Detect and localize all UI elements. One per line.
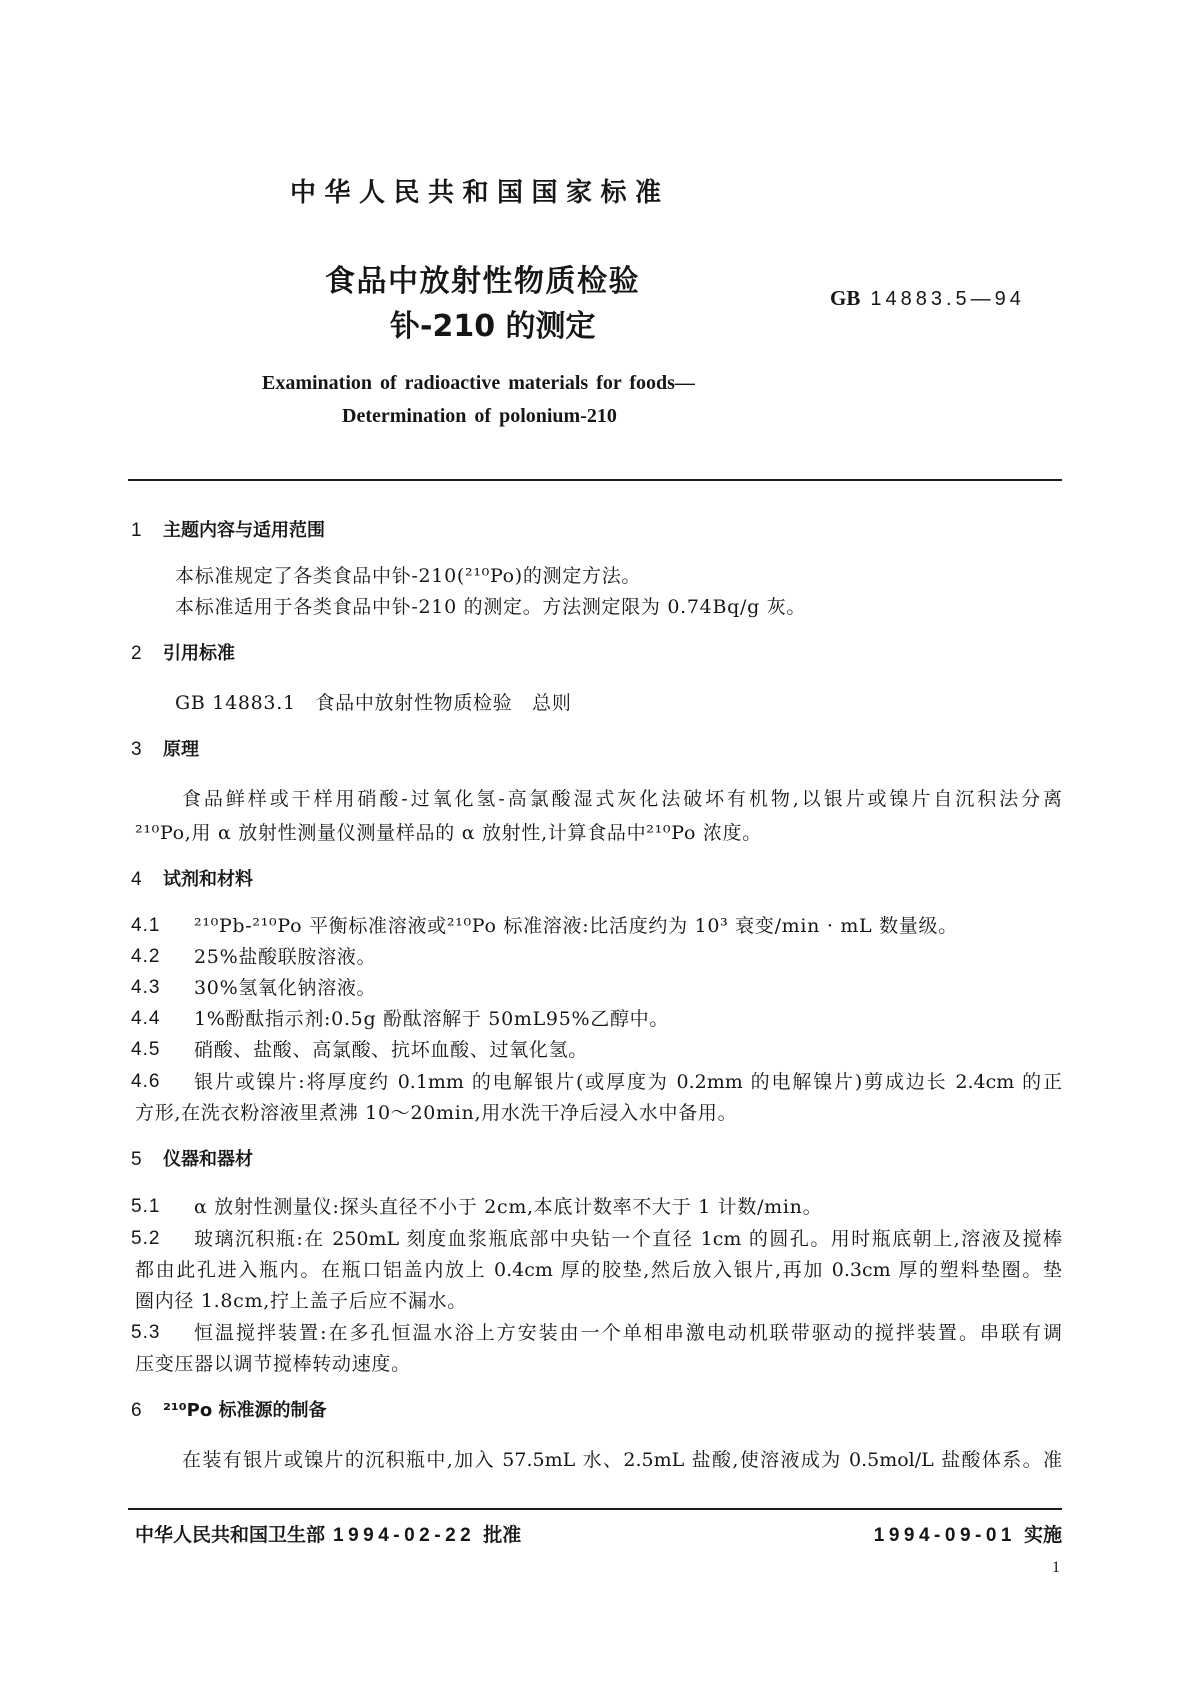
section-title: 仪器和器材	[163, 1149, 253, 1170]
approval-label: 批准	[483, 1524, 522, 1546]
item-text-continued: 方形,在洗衣粉溶液里煮沸 10～20min,用水洗干净后浸入水中备用。	[135, 1102, 738, 1124]
item-number: 4.5	[131, 1039, 161, 1060]
standard-code	[830, 284, 1025, 312]
section-title: 主题内容与适用范围	[163, 520, 325, 541]
national-standard-label: 中华人民共和国国家标准	[290, 178, 670, 208]
footer-approval	[135, 1521, 521, 1549]
item-number: 5.3	[131, 1322, 161, 1343]
item-text-continued: 压变压器以调节搅棒转动速度。	[135, 1353, 411, 1375]
item-number: 4.1	[131, 915, 161, 936]
section-number: 1	[131, 520, 142, 541]
section-heading-5	[131, 1144, 253, 1176]
item-text: 恒温搅拌装置:在多孔恒温水浴上方安装由一个单相串激电动机联带驱动的搅拌装置。串联有调	[194, 1322, 1062, 1344]
item-text: 30%氢氧化钠溶液。	[194, 977, 377, 999]
body-text-line: ²¹⁰Po,用 α 放射性测量仪测量样品的 α 放射性,计算食品中²¹⁰Po 浓度。	[135, 822, 762, 844]
standard-code-number: 14883.5—94	[870, 288, 1025, 310]
section-title: 原理	[163, 739, 199, 760]
section-heading-4	[131, 864, 253, 896]
item-text: 银片或镍片:将厚度约 0.1mm 的电解银片(或厚度为 0.2mm 的电解镍片)剪成边长 2.4cm 的正	[194, 1071, 1062, 1093]
footer-implementation	[874, 1521, 1062, 1549]
approval-date: 1994-02-22	[333, 1525, 476, 1546]
section-heading-1	[131, 515, 325, 547]
section-number: 5	[131, 1149, 142, 1170]
title-cn-line-2: 钋-210 的测定	[390, 309, 596, 344]
section-heading-3	[131, 734, 199, 766]
item-text: 硝酸、盐酸、高氯酸、抗坏血酸、过氧化氢。	[194, 1039, 589, 1061]
implementation-label: 实施	[1023, 1524, 1062, 1546]
section-title: 引用标准	[163, 643, 235, 664]
item-number: 4.2	[131, 946, 161, 967]
section-number: 4	[131, 869, 142, 890]
item-text: 25%盐酸联胺溶液。	[194, 946, 377, 968]
standard-code-prefix: GB	[830, 286, 861, 310]
title-en-line-2: Determination of polonium-210	[342, 405, 617, 427]
item-number: 5.2	[131, 1228, 161, 1249]
title-en-line-1: Examination of radioactive materials for foods—	[262, 372, 695, 394]
section-heading-6	[131, 1395, 326, 1427]
item-text-continued: 圈内径 1.8cm,拧上盖子后应不漏水。	[135, 1290, 467, 1312]
approval-authority: 中华人民共和国卫生部	[135, 1524, 326, 1546]
page-number: 1	[1052, 1559, 1060, 1576]
title-cn-line-1: 食品中放射性物质检验	[325, 264, 640, 299]
section-number: 2	[131, 643, 142, 664]
item-text: 1%酚酞指示剂:0.5g 酚酞溶解于 50mL95%乙醇中。	[194, 1008, 670, 1030]
item-text-continued: 都由此孔进入瓶内。在瓶口铝盖内放上 0.4cm 厚的胶垫,然后放入银片,再加 0.3cm 厚的塑料垫圈。垫	[135, 1259, 1062, 1281]
body-text-line: 在装有银片或镍片的沉积瓶中,加入 57.5mL 水、2.5mL 盐酸,使溶液成为 0.5mol/L 盐酸体系。准	[182, 1449, 1062, 1471]
implementation-date: 1994-09-01	[873, 1525, 1016, 1546]
section-title: ²¹⁰Po 标准源的制备	[163, 1400, 327, 1421]
item-number: 4.3	[131, 977, 161, 998]
body-text-line: 食品鲜样或干样用硝酸-过氧化氢-高氯酸湿式灰化法破坏有机物,以银片或镍片自沉积法分离	[182, 788, 1062, 810]
body-text-line: 本标准规定了各类食品中钋-210(²¹⁰Po)的测定方法。	[175, 565, 642, 587]
footer-rule	[128, 1508, 1062, 1510]
section-number: 6	[131, 1400, 142, 1421]
reference-standard-line: GB 14883.1 食品中放射性物质检验 总则	[175, 692, 572, 714]
item-text: 玻璃沉积瓶:在 250mL 刻度血浆瓶底部中央钻一个直径 1cm 的圆孔。用时瓶底朝上,溶液及搅棒	[194, 1228, 1062, 1250]
body-text-line: 本标准适用于各类食品中钋-210 的测定。方法测定限为 0.74Bq/g 灰。	[175, 596, 807, 618]
section-number: 3	[131, 739, 142, 760]
section-title: 试剂和材料	[163, 869, 253, 890]
item-number: 4.6	[131, 1071, 161, 1092]
item-text: α 放射性测量仪:探头直径不小于 2cm,本底计数率不大于 1 计数/min。	[194, 1196, 823, 1218]
header-rule	[128, 479, 1062, 481]
item-number: 5.1	[131, 1196, 161, 1217]
item-number: 4.4	[131, 1008, 161, 1029]
section-heading-2	[131, 638, 235, 670]
item-text: ²¹⁰Pb-²¹⁰Po 平衡标准溶液或²¹⁰Po 标准溶液:比活度约为 10³ 衰变/min · mL 数量级。	[194, 915, 958, 937]
